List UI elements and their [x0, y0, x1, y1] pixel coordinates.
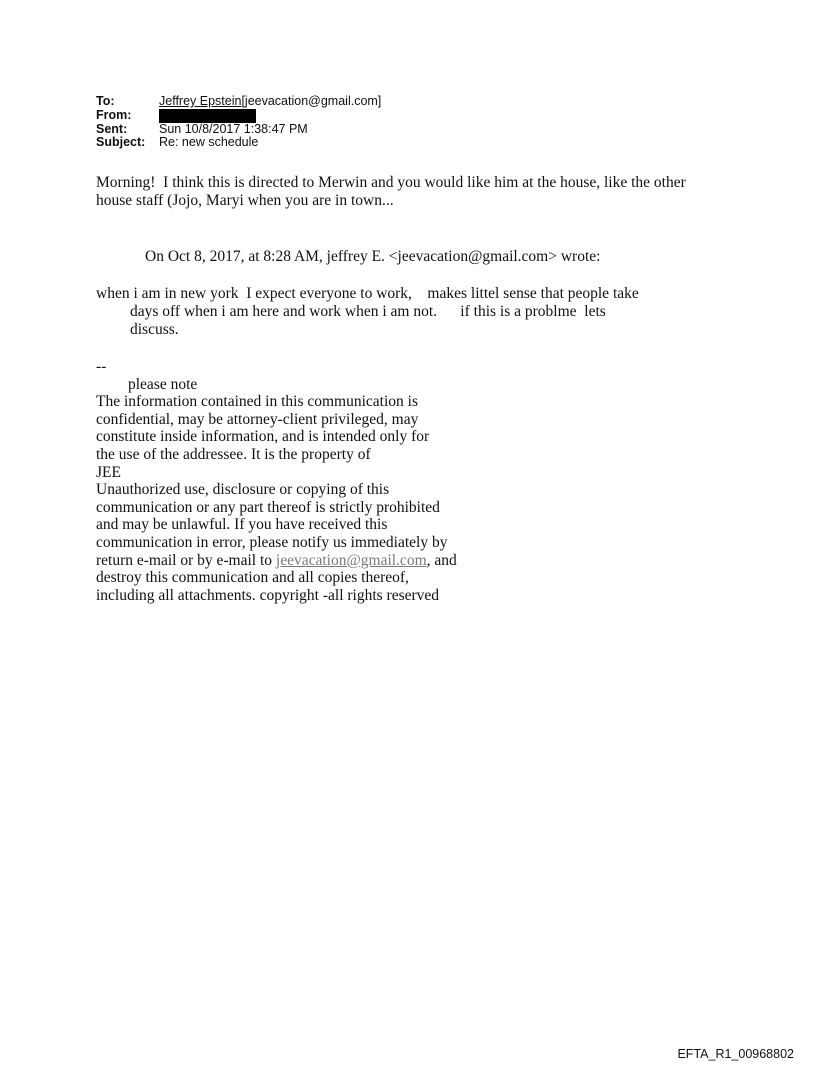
quoted-message [96, 285, 696, 339]
to-row [96, 95, 381, 109]
disclaimer-line: constitute inside information, and is intended only for [96, 428, 430, 446]
to-value [159, 95, 381, 109]
quote-header: On Oct 8, 2017, at 8:28 AM, jeffrey E. <jeevacation@gmail.com> wrote: [145, 248, 601, 265]
message-body [96, 174, 736, 210]
quoted-line: days off when i am here and work when i am not. if this is a problme lets [130, 303, 606, 320]
disclaimer-line: JEE [96, 463, 121, 481]
to-name[interactable]: Jeffrey Epstein [159, 94, 242, 108]
signature-note: please note [128, 375, 198, 393]
quoted-line: discuss. [130, 321, 179, 338]
document-id: EFTA_R1_00968802 [677, 1047, 794, 1061]
to-email: [jeevacation@gmail.com] [241, 94, 382, 108]
email-header [96, 95, 381, 150]
from-label: From: [96, 107, 132, 122]
from-row [96, 109, 381, 123]
disclaimer-line: and may be unlawful. If you have received this [96, 516, 388, 534]
sent-row [96, 123, 381, 137]
subject-label: Subject: [96, 135, 146, 150]
return-prefix: return e-mail or by e-mail to [96, 551, 276, 569]
email-link[interactable]: jeevacation@gmail.com [275, 551, 427, 569]
message-line: house staff (Jojo, Maryi when you are in town... [96, 192, 394, 209]
disclaimer-line: destroy this communication and all copies thereof, [96, 569, 409, 587]
disclaimer-line: the use of the addressee. It is the property of [96, 445, 371, 463]
subject-row [96, 136, 381, 150]
message-line: Morning! I think this is directed to Merwin and you would like him at the house, like the other [96, 174, 686, 191]
sent-value: Sun 10/8/2017 1:38:47 PM [159, 121, 308, 136]
subject-value: Re: new schedule [159, 135, 259, 150]
disclaimer-line: The information contained in this communication is [96, 393, 418, 411]
sent-label: Sent: [96, 121, 128, 136]
redaction-block [159, 109, 256, 123]
disclaimer-line: confidential, may be attorney-client privileged, may [96, 410, 419, 428]
disclaimer-line: including all attachments. copyright -all rights reserved [96, 586, 440, 604]
signature-dashes: -- [96, 358, 107, 375]
disclaimer-line: communication or any part thereof is strictly prohibited [96, 498, 440, 516]
disclaimer-return-line [96, 552, 516, 570]
disclaimer-line: Unauthorized use, disclosure or copying of this [96, 481, 390, 499]
disclaimer-line: communication in error, please notify us immediately by [96, 533, 448, 551]
quoted-line: when i am in new york I expect everyone to work, makes littel sense that people take [96, 285, 639, 302]
to-label: To: [96, 94, 115, 108]
signature-disclaimer [96, 358, 516, 604]
return-suffix: , and [426, 551, 457, 569]
